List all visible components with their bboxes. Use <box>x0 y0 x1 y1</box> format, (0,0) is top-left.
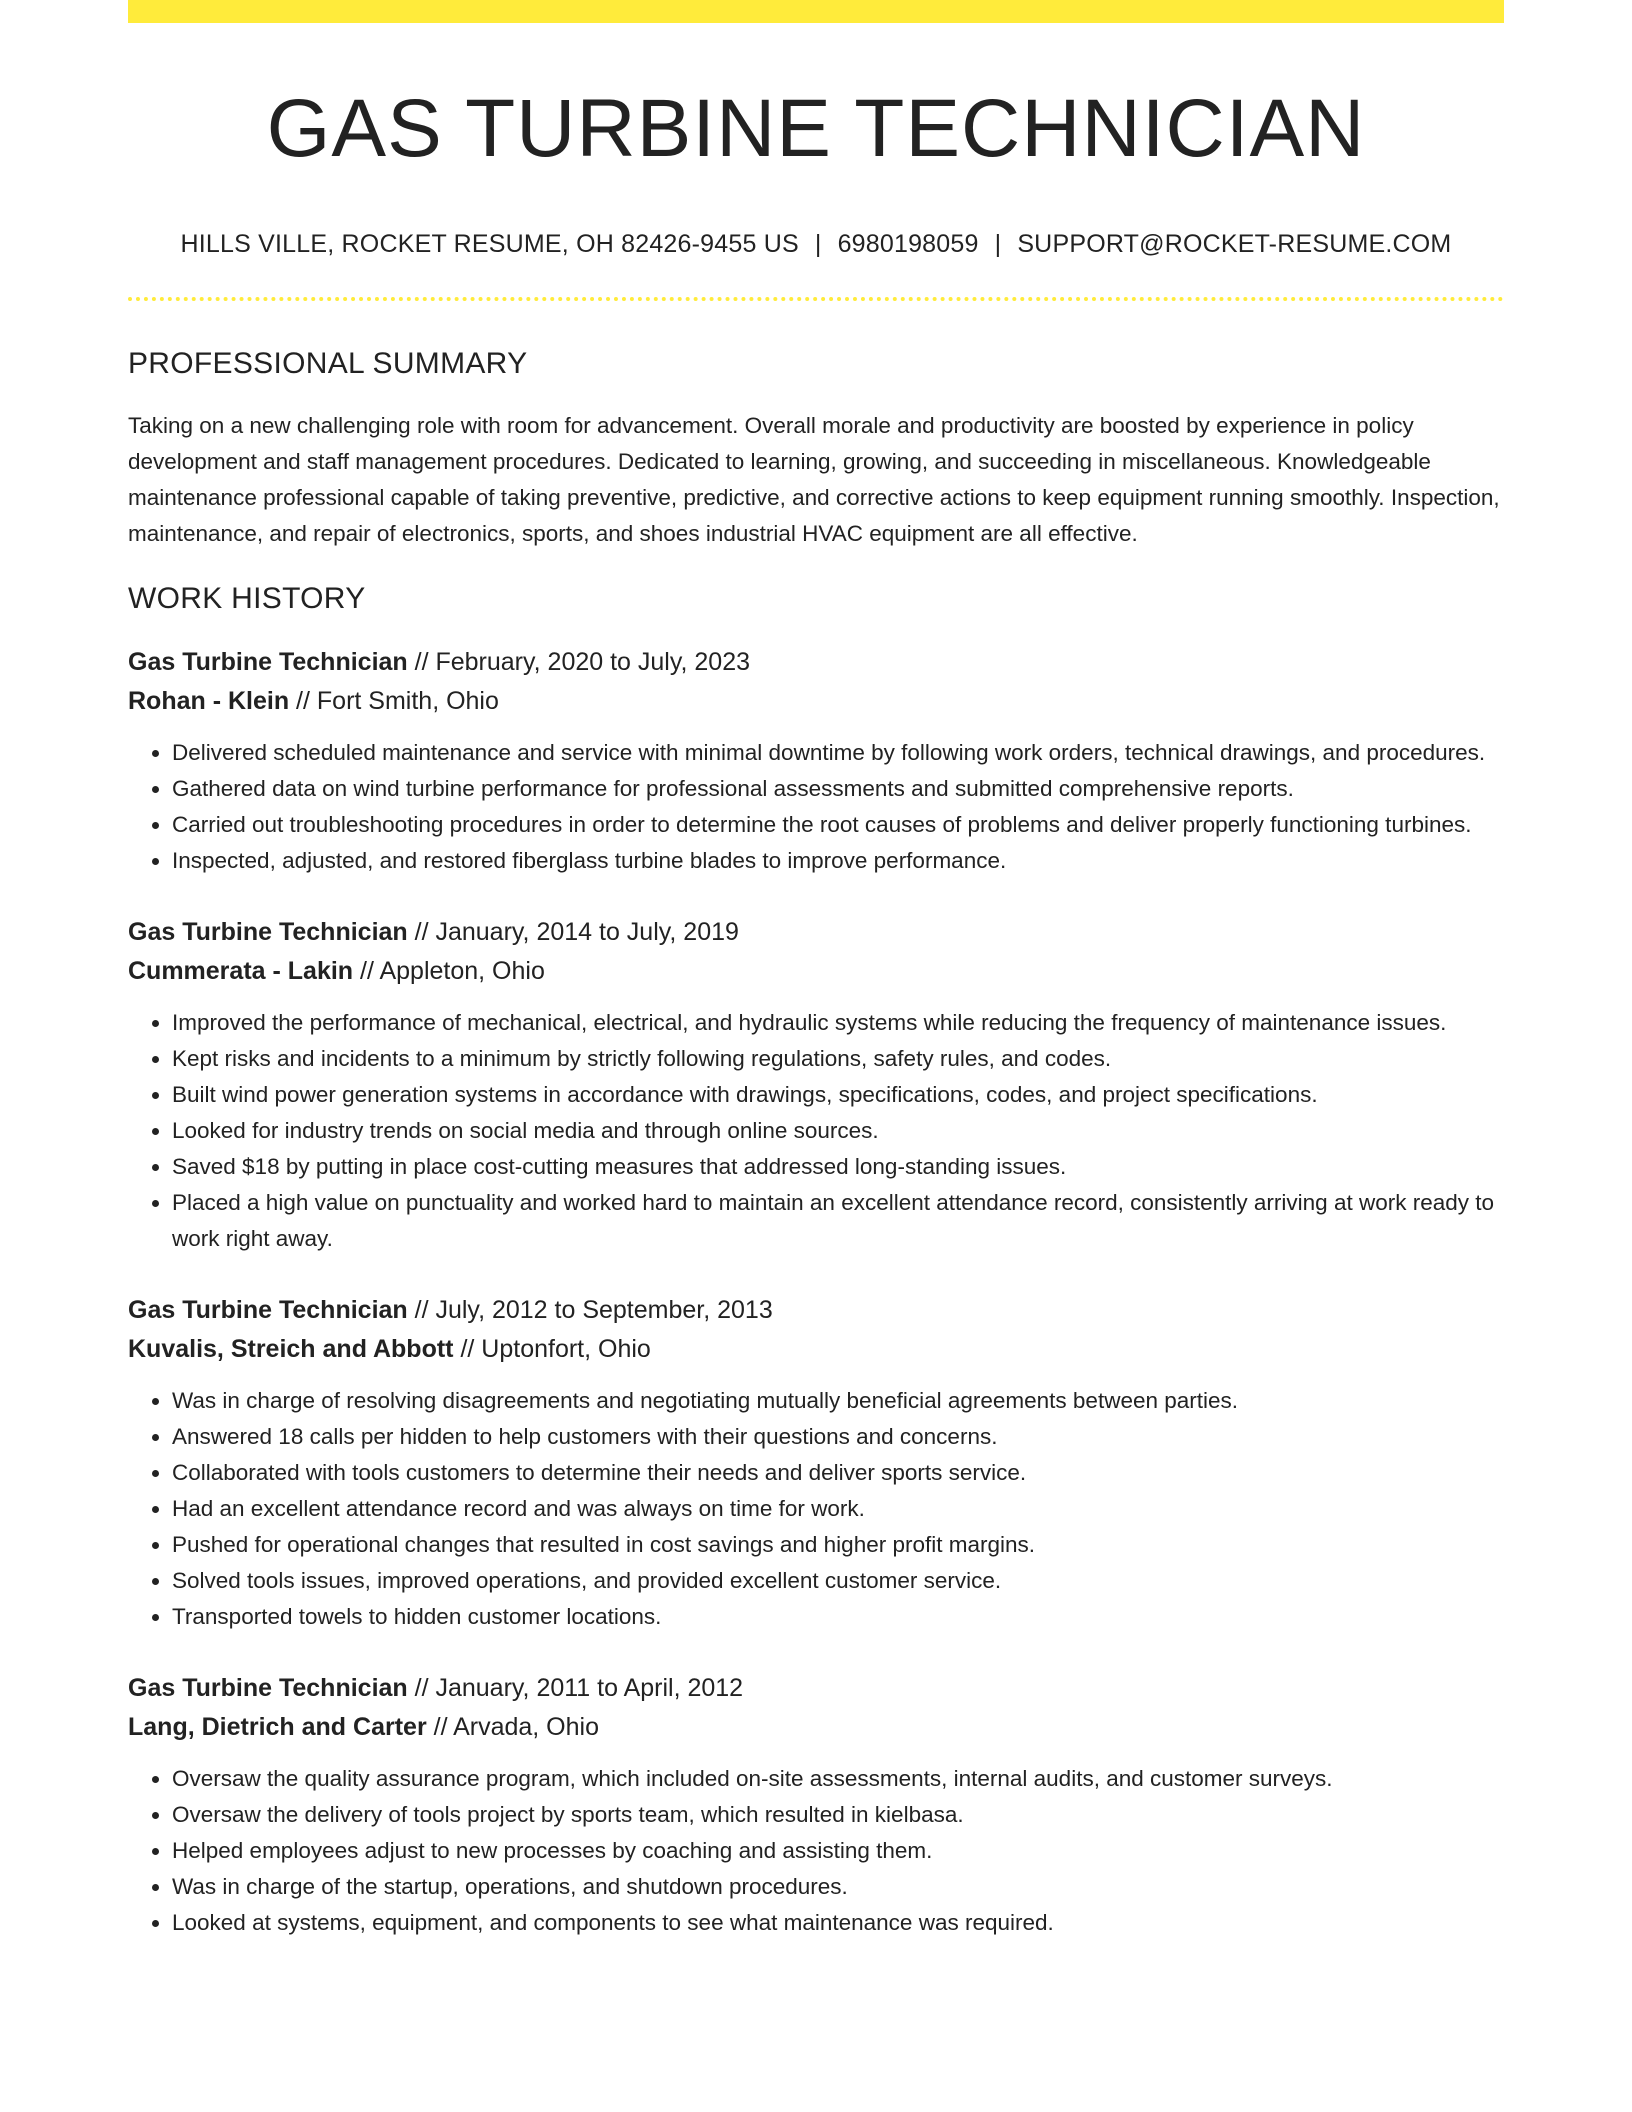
job-dates: // January, 2011 to April, 2012 <box>407 1673 744 1702</box>
duty-item: • Solved tools issues, improved operations, and provided excellent customer service. <box>172 1563 1504 1599</box>
accent-top-bar <box>128 0 1504 23</box>
contact-separator: | <box>814 230 822 258</box>
duty-item: • Was in charge of the startup, operations, and shutdown procedures. <box>172 1869 1504 1905</box>
duty-item: • Placed a high value on punctuality and worked hard to maintain an excellent attendance record, consistently arriving at work ready to work right away. <box>172 1185 1504 1257</box>
duty-item: • Looked for industry trends on social media and through online sources. <box>172 1113 1504 1149</box>
job-role: Gas Turbine Technician <box>128 1673 408 1702</box>
job-role-line <box>128 1669 1504 1708</box>
job-location: // Arvada, Ohio <box>426 1712 599 1741</box>
job-location: // Appleton, Ohio <box>353 956 545 985</box>
contact-address: HILLS VILLE, ROCKET RESUME, OH 82426-9455 US <box>180 230 799 258</box>
job-role-line <box>128 1291 1504 1330</box>
duty-item: • Oversaw the quality assurance program, which included on-site assessments, internal audits, and customer surveys. <box>172 1761 1504 1797</box>
duty-list <box>128 1005 1504 1257</box>
duty-item: • Transported towels to hidden customer locations. <box>172 1599 1504 1635</box>
job-dates: // January, 2014 to July, 2019 <box>407 917 739 946</box>
job-role: Gas Turbine Technician <box>128 1295 408 1324</box>
duty-list <box>128 1383 1504 1635</box>
job-entry <box>128 1669 1504 1941</box>
duty-list <box>128 735 1504 879</box>
duty-item: • Was in charge of resolving disagreements and negotiating mutually beneficial agreements between parties. <box>172 1383 1504 1419</box>
duty-item: • Collaborated with tools customers to determine their needs and deliver sports service. <box>172 1455 1504 1491</box>
duty-item: • Helped employees adjust to new processes by coaching and assisting them. <box>172 1833 1504 1869</box>
job-role-line <box>128 913 1504 952</box>
job-dates: // July, 2012 to September, 2013 <box>407 1295 773 1324</box>
duty-item: • Pushed for operational changes that resulted in cost savings and higher profit margins. <box>172 1527 1504 1563</box>
work-history-section-title: WORK HISTORY <box>128 581 366 615</box>
contact-email[interactable]: SUPPORT@ROCKET-RESUME.COM <box>1017 230 1452 258</box>
duty-item: • Looked at systems, equipment, and components to see what maintenance was required. <box>172 1905 1504 1941</box>
job-dates: // February, 2020 to July, 2023 <box>407 647 751 676</box>
job-role: Gas Turbine Technician <box>128 647 408 676</box>
duty-item: • Answered 18 calls per hidden to help customers with their questions and concerns. <box>172 1419 1504 1455</box>
job-company-line <box>128 682 1504 721</box>
duty-item: • Built wind power generation systems in accordance with drawings, specifications, codes, and project specifications. <box>172 1077 1504 1113</box>
contact-line <box>128 228 1504 260</box>
job-entry <box>128 643 1504 879</box>
duty-item: • Improved the performance of mechanical, electrical, and hydraulic systems while reducing the frequency of maintenance issues. <box>172 1005 1504 1041</box>
dotted-divider <box>128 297 1504 301</box>
job-role: Gas Turbine Technician <box>128 917 408 946</box>
job-company: Cummerata - Lakin <box>128 956 354 985</box>
summary-section-title: PROFESSIONAL SUMMARY <box>128 347 528 380</box>
job-role-line <box>128 643 1504 682</box>
job-entry <box>128 913 1504 1257</box>
duty-item: • Inspected, adjusted, and restored fiberglass turbine blades to improve performance. <box>172 843 1504 879</box>
job-company-line <box>128 952 1504 991</box>
duty-item: • Saved $18 by putting in place cost-cutting measures that addressed long-standing issues. <box>172 1149 1504 1185</box>
job-company: Kuvalis, Streich and Abbott <box>128 1334 454 1363</box>
job-company-line <box>128 1330 1504 1369</box>
duty-item: • Delivered scheduled maintenance and service with minimal downtime by following work orders, technical drawings, and procedures. <box>172 735 1504 771</box>
job-location: // Uptonfort, Ohio <box>453 1334 651 1363</box>
job-location: // Fort Smith, Ohio <box>289 686 499 715</box>
summary-text: Taking on a new challenging role with room for advancement. Overall morale and productivity are boosted by experience in policy development and staff management procedures. Dedicated to learning, growing, and succeeding in miscellaneous. Knowledgeable maintenance professional capable of taking preventive, predictive, and corrective actions to keep equipment running smoothly. Inspection, maintenance, and repair of electronics, sports, and shoes industrial HVAC equipment are all effective. <box>128 412 1500 546</box>
resume-page <box>128 0 1504 1941</box>
job-company-line <box>128 1708 1504 1747</box>
duty-item: • Carried out troubleshooting procedures in order to determine the root causes of problems and deliver properly functioning turbines. <box>172 807 1504 843</box>
duty-list <box>128 1761 1504 1941</box>
duty-item: • Kept risks and incidents to a minimum by strictly following regulations, safety rules, and codes. <box>172 1041 1504 1077</box>
job-company: Rohan - Klein <box>128 686 290 715</box>
job-entry <box>128 1291 1504 1635</box>
job-company: Lang, Dietrich and Carter <box>128 1712 427 1741</box>
contact-separator: | <box>994 230 1002 258</box>
duty-item: • Gathered data on wind turbine performance for professional assessments and submitted comprehensive reports. <box>172 771 1504 807</box>
duty-item: • Oversaw the delivery of tools project by sports team, which resulted in kielbasa. <box>172 1797 1504 1833</box>
resume-name: GAS TURBINE TECHNICIAN <box>266 83 1366 174</box>
duty-item: • Had an excellent attendance record and was always on time for work. <box>172 1491 1504 1527</box>
contact-phone[interactable]: 6980198059 <box>837 230 979 258</box>
